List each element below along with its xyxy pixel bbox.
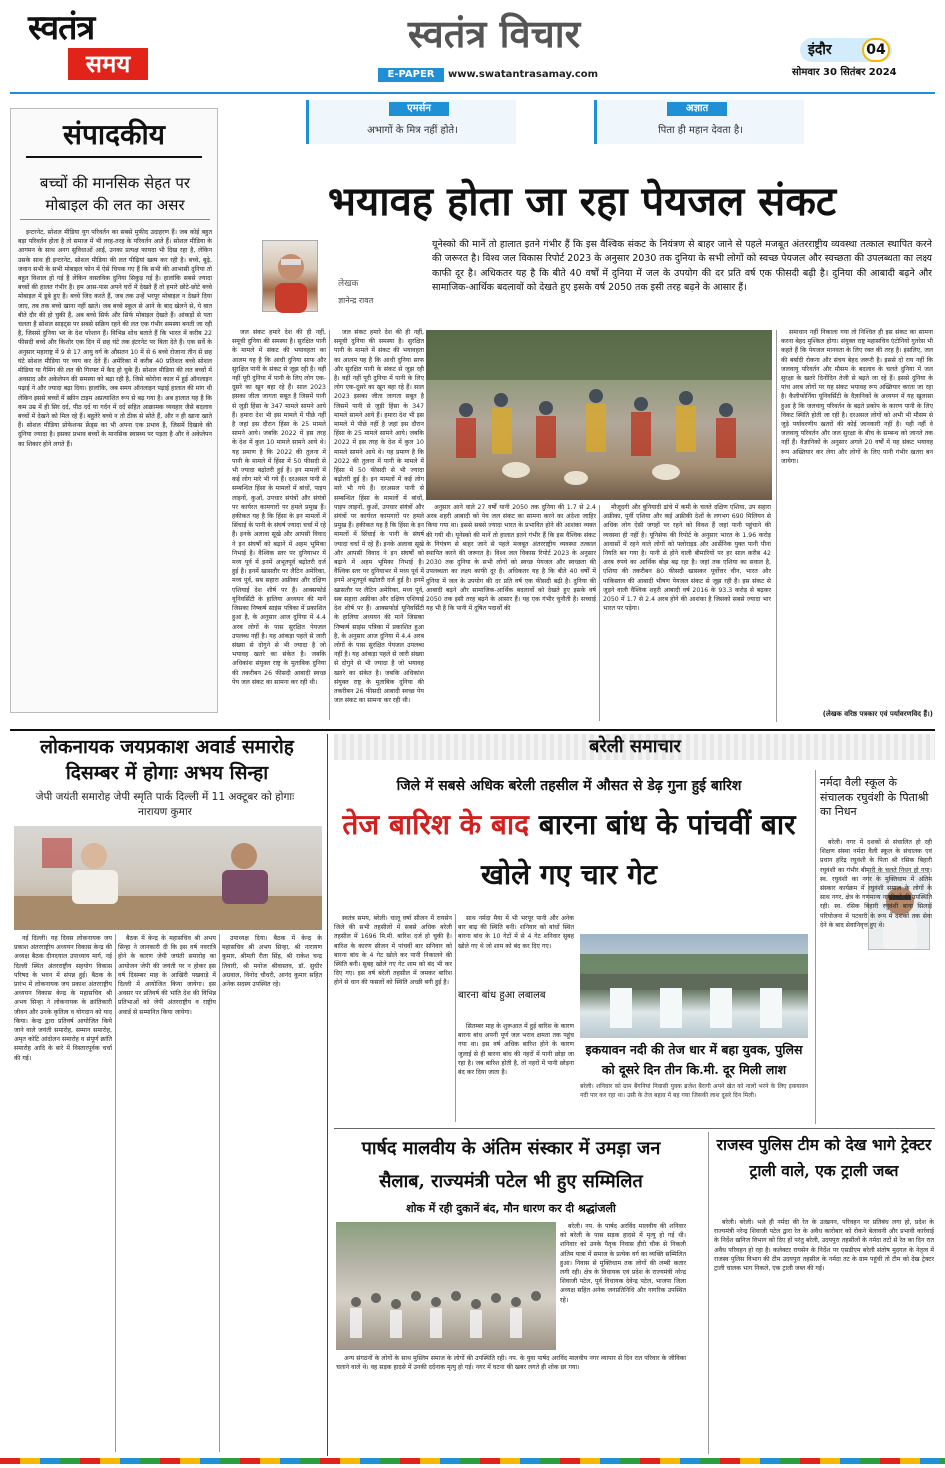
- drowning-caption: इकयावन नदी की तेज धार में बहा युवक, पुलिस को दूसरे दिन तीन कि.मी. दूर मिली लाश: [585, 1042, 803, 1077]
- revenue-body-text: बरेली। बरेली। भले ही नर्मदा की रेत के उत्खनन, परिवहन पर प्रतिबंध लगा हो, प्रदेश के राज्यमंत्री नरेन्द्र शिवाजी पटेल द्वारा रेत के अवैध कारोबार को रोकने बेलावनी और प्रभावी कार्रवाई के निर्देश खनिज विभाग को दिए हों परंतु बरेली, उदयपुरा तहसीलों के नर्मदा तटों से रेत का दिन रात अवैध परिवहन हो रहा है। कलेक्टर रायसेन के निर्देश पर एसडीएम बरेली संतोष मुदगल के नेतृत्व में राजस्व पुलिस विभाग की टीम उदयपुरा तहसील के नर्मदा तट के ग्राम पहुंची तो टीम को देख ट्रेक्टर ट्राली चालक भाग निकले, एक ट्राली जब्त की गई।: [714, 1219, 934, 1273]
- page-number: 04: [862, 38, 890, 62]
- lead-footer-note: (लेखक वरिष्ठ पत्रकार एवं पर्यावरणविद हैं।): [822, 710, 933, 718]
- lead-col-divider-1: [329, 330, 330, 720]
- revenue-divider: [708, 1132, 709, 1454]
- logo: [28, 8, 156, 92]
- author-silhouette-icon: [263, 241, 319, 313]
- lead-col-divider-2: [599, 505, 600, 721]
- funeral-crowd-photo: [336, 1222, 556, 1350]
- crowd-at-water-icon: [426, 330, 772, 500]
- logo-bottom: समय: [68, 48, 148, 80]
- quote-2-author: अज्ञात: [667, 102, 727, 116]
- jp-meeting-photo: [14, 826, 322, 930]
- jp-col-2: [118, 934, 216, 1454]
- bareilly-col-1: [334, 914, 452, 1124]
- bareilly-headline-black: बारना बांध के पांचवीं बार खोले गए चार गेट: [481, 808, 796, 891]
- parshad-subheadline: शोक में रही दुकानें बंद, मौन धारण कर दी श्रद्धांजली: [406, 1202, 616, 1215]
- crowd-icon: [336, 1222, 556, 1350]
- jp-col-3: [222, 934, 322, 1454]
- quote-box-1: [306, 100, 516, 144]
- bareilly-subhead: बारना बांध हुआ लबालब: [458, 990, 546, 1001]
- lead-col-divider-3: [776, 330, 777, 722]
- bareilly-col-2-text: साथ नर्मदा मैया में भी भरपूर पानी और अनेक बार बाढ़ की स्थिति बनी। शनिवार को बांधों स्थित बारना बांध के 10 गेटों में से 4 गेट शनिवार सुबह खोले गए थे जो शाम को बंद कर दिए गए।: [458, 915, 574, 950]
- author-photo: [262, 240, 318, 312]
- bareilly-headline-red: तेज बारिश के बाद: [342, 808, 529, 841]
- narmada-body: [820, 838, 932, 1124]
- parshad-body-2: [336, 1354, 686, 1454]
- jp-col-1: [14, 934, 112, 1454]
- bareilly-kicker: जिले में सबसे अधिक बरेली तहसील में औसत से डेढ़ गुना हुई बारिश: [396, 778, 742, 794]
- editorial-label: संपादकीय: [26, 112, 202, 158]
- lead-col-3-text: मौजूदगी और बुनियादी ढांचे में कमी के चलते दक्षिण एशिया, उप सहारा अफ्रीका, पूर्वी एशिया और कई अफ्रीकी देशों के लगभग 690 मिलियन से अधिक लोग ऐसी जगहों पर रहने को विवश हैं जहां पानी पहुंचाने की व्यवस्था ही नहीं है। यूनिसेफ की रिपोर्ट के अनुसार भारत के 1.96 करोड़ आवासों में रहने वाले लोगों को फ्लोराइड और आर्सेनिक युक्त पानी पीना नियति बन गया है। पानी से होने वाली बीमारियों पर हर साल करीब 42 अरब रुपये का आर्थिक बोझ बढ़ रहा है। जहां तक एशिया का सवाल है, एशिया की तकरीबन 80 फीसदी खासकर पूर्वोत्तर चीन, भारत और पाकिस्तान की आबादी भीषण पेयजल संकट से जूझ रही है। इस संकट से जुड़ने वाली वैश्विक शहरी आबादी वर्ष 2016 के 93.3 करोड़ से बढ़कर 2050 में 1.7 से 2.4 अरब होने की आशंका है जिसको सबसे ज्यादा भार भारत पर पड़ेगा।: [603, 504, 771, 613]
- lead-col-2-text: अनुसार आने वाले 27 वर्षों यानी 2050 तक दुनिया की 1.7 से 2.4 अरब शहरी आबादी को पेय जल संकट का सामना करने का अंदेशा जाहिर किया गया था। इससे सबसे ज्यादा भारत के प्रभावित होने की आशंका व्यक्त की गयी थी। यूनेस्को की मानें तो हालात इतने गंभीर हैं कि इस वैश्विक संकट के नियंत्रण से बाहर जाने से पहले मजबूत अंतरराष्ट्रीय व्यवस्था तत्काल स्थापित करने की जरूरत है। विश्व जल विकास रिपोर्ट 2023 के अनुसार 2030 तक दुनिया के सभी लोगों को स्वच्छ पेयजल और स्वच्छता की उपलब्धता का लक्ष्य काफी दूर है। अधिकतर यह है कि बीते 40 वर्षों में दुनिया में जल के उपयोग की दर प्रति वर्ष एक फीसदी बढ़ी है। दुनिया की आबादी बढ़ने और सामाजिक-आर्थिक बदलावों को देखते हुए इसके वर्ष 2050 तक इसी तरह बढ़ने के आसार हैं। यह एक गंभीर चुनौती है। सच्चाई यह भी है कि पानी में दूषित पदार्थों की: [426, 504, 596, 613]
- lead-headline: भयावह होता जा रहा पेयजल संकट: [327, 178, 837, 225]
- lead-col-1: [232, 328, 326, 724]
- revenue-headline: राजस्व पुलिस टीम को देख भागे ट्रेक्टर ट्राली वाले, एक ट्राली जब्त: [716, 1135, 932, 1180]
- bareilly-col-1-text: स्वतंत्र समय, बरेली। चालू वर्षा सीजन में रायसेन जिले की सभी तहसीलों में सबसे अधिक बरेली तहसील में 1696 मि.मी. बारिश दर्ज हो चुकी है। बारिश के कारण सीजन में पांचवीं बार सनिवार को बारना बांध के 4 गेट खोले कर पानी निकालने की स्थिति बनी। सुबह खोले गए गेट शाम को बंद भी कर दिए गए। इस वर्ष बरेली तहसील में जमकर बारिश होने से धान की फसलों को स्थिति अच्छी बनी हुई है।: [334, 915, 452, 987]
- editorial-body: [18, 228, 212, 706]
- logo-top: स्वतंत्र: [28, 8, 95, 48]
- jp-col-1-text: नई दिल्ली। यह दिवस लोकनायक जय प्रकाश अंतरराष्ट्रीय अध्ययन विकास केन्द्र की अध्यक्ष बैठक दीनदयाल उपाध्याय मार्ग, नई दिल्ली स्थित अंतरराष्ट्रीय सहयोग विकास परिषद के भवन में संपन्न हुई। बैठक के प्रारंभ में लोकनायक जय प्रकाश अंतरराष्ट्रीय अध्ययन विकास केन्द्र के महासचिव श्री अभय सिन्हा ने लोकनायक के क्रांतिकारी जीवन और उनके कृतित्व व योगदान को याद किया। केन्द्र द्वारा प्रतिवर्ष आयोजित किये जाने वाले जयंती समारोह, सम्मान समारोह, अमृत कोटि आंदोलन समारोह व संपूर्ण क्रांति समारोह आदि के बारे में विस्तारपूर्वक चर्चा की गई।: [14, 935, 112, 1062]
- quote-box-2: [594, 100, 804, 144]
- bareilly-col-divider: [455, 914, 456, 1122]
- revenue-body: [714, 1218, 934, 1454]
- epaper-badge: E-PAPER: [378, 68, 444, 82]
- narmada-headline: नर्मदा वैली स्कूल के संचालक रघुवंशी के पिताश्री का निधन: [820, 776, 929, 818]
- lower-rule: [334, 1128, 935, 1129]
- quote-1-author: एमर्सन: [389, 102, 449, 116]
- narmada-divider: [815, 770, 816, 1124]
- dam-gates-icon: [580, 934, 808, 1038]
- jp-col-2-text: बैठक में केन्द्र के महासचिव श्री अभय सिन्हा ने जानकारी दी कि इस वर्ष नवरात्रि होने के कारण जेपी जयंती समारोह का आयोजन जेपी की जयंती पर न होकर इस वर्ष दिसम्बर माह के आखिरी पखवाड़े में दिल्ली में आयोजित किया जायेगा। इस अवसर पर प्रतिवर्ष की भांति देश की विभिन्न प्रतिभाओं को जेपी अंतरराष्ट्रीय व राष्ट्रीय अवार्ड से सम्मानित किया जायेगा।: [118, 935, 216, 1016]
- parshad-body-2-text: अन्य संगठनों के लोगों के साथ मुस्लिम समाज के लोगों की उपस्थिति रही। नप. के युवा पार्षद अरविंद मालवीय नगर व्यापार से दिन रात परिवार के जीविका चलाने वाले थे। वह सड़क हादसे में उनकी दर्दनाक मृत्यु हो गई। नगर में घटना की खबर लगते ही शोक छा गया।: [336, 1355, 686, 1372]
- dam-photo: [580, 934, 808, 1038]
- lead-col-2: [426, 503, 596, 724]
- jp-section-divider: [327, 734, 328, 1456]
- parshad-headline: पार्षद मालवीय के अंतिम संस्कार में उमड़ा जन सैलाब, राज्यमंत्री पटेल भी हुए सम्मिलित: [361, 1138, 661, 1192]
- parshad-body: [560, 1222, 686, 1354]
- meeting-participants-icon: [14, 826, 322, 930]
- lead-col-4: [781, 328, 933, 706]
- jp-col-divider-2: [219, 934, 220, 1452]
- masthead-rule: [10, 92, 935, 94]
- issue-date: सोमवार 30 सितंबर 2024: [792, 67, 897, 78]
- editorial-text: इन्टरनेट, सोशल मीडिया युग परिवर्तन का सबसे मुफीद उदाहरण हैं। जब कोई बहुत बड़ा परिवर्तन होता है तो समाज में भी तरह-तरह के परिवर्तन आते हैं। सोशल मीडिया के आगमन के साथ अनग सुविधाओं आईं, उनका प्रत्यक्ष फायदा भी दिख रहा है, लेकिन उसके साथ ही इन्टरनेट, सोशल मीडिया की लत पीढ़ियां खत्म कर रही है। बच्चे, बूढ़े, जवान सभी के सभी मोबाइल फोन में ऐसे चिपक गए हैं कि सभी की आभासी दुनिया तो बहुत विशाल हो गई है लेकिन वास्तविक दुनिया सिकुड़ गई है। हालांकि सबसे ज्यादा बच्चों की हालत गंभीर है। हम आस-पास अपने घरों में देखते हैं तो हमारे छोटे-छोटे बच्चे मोबाइल में डूबे हुए हैं। बच्चे जिद करते हैं, जब तक उन्हें भरपूर मोबाइल न देखने दिया जाए, तब तक बच्चे खाना नहीं खाते। जब बच्चे स्कूल से आने के बाद खेलने से, ये बात बीते दौर की हो चुकी हैं, अब बच्चे सिर्फ और सिर्फ मोबाइल देखते हैं। आंकड़ों से पता चलता है सोशल साइट्स पर सबसे सक्रिय रहने की लत एक गंभीर समस्या बनती जा रही है, जिससे दुनिया भर के देश परेशान हैं। विभिन्न शोध बताते हैं कि भारत में करीब 22 फीसदी बच्चे और किशोर एक दिन में छह घंटे तक इंटरनेट पर बिता देते हैं। एक सर्वे के अनुसार महाराष्ट्र में 9 से 17 आयु वर्ग के औसतन 10 में से 6 बच्चे रोजाना तीन से छह घंटे सोशल मीडिया पर व्यय कर देते हैं। अमेरिका में करीब 40 प्रतिशत बच्चे सोशल मीडिया या गैमिंग की लत की गिरफ्त में कैद हो चुके हैं। सोशल मीडिया की लत बच्चों में अवसाद और अकेलेपन की समस्या को बढ़ा रही है, जिसे कोरोना काल में हुई ऑनलाइन पढ़ाई ने और ज्यादा बढ़ा दिया। हालांकि, जब समय ऑनलाइन पढ़ाई हालात की मांग थी लेकिन इससे बच्चों में स्क्रीन टाइम अप्रत्याशित रूप से बढ़ गया है। अब हालात यह है कि कम उम्र में ही सिर दर्द, पीठ दर्द या गर्दन में दर्द सहित आक्रामक व्यवहार जैसे बदलाव बच्चों में देखने को मिल रहे हैं। बहुतेरे बच्चे न तो ठीक से सोते हैं, और न ही खाना खाते हैं। सोशल मीडिया प्रोफेशन्स फ्रेंड्स का भी अपना एक प्रभाव है, जिसमें दिखावे की दुनिया ज्यादा है। इसका प्रभाव बच्चों के मानसिक स्वास्थ्य पर पड़ता है और वे अकेलेपन का शिकार होने लगते हैं।: [18, 229, 212, 448]
- lead-col-1-text: जल संकट हमारे देश की ही नहीं, समूची दुनिया की समस्या है। सुरक्षित पानी के मामले में संकट की भयावहता का आलम यह है कि आधी दुनिया साफ और सुरक्षित पानी के संकट से जूझ रही है। वहीं नहीं पूरी दुनिया में पानी के लिए लोग एक-दूसरे का खून बहा रहे हैं। साल 2023 इसका जीता जागता सबूत है जिसमें पानी से जुड़ी हिंसा के 347 मामले सामने आये हैं। हमारा देश भी इस मामले में पीछे नहीं है जहां इस दौरान हिंसा के 25 मामले सामने आये। जबकि 2022 में इस तरह के देश में कुल 10 मामले सामने आये थे। यह प्रमाण है कि 2022 की तुलना में पानी के मामले में हिंसा में 50 फीसदी से भी ज्यादा बढ़ोतरी हुई है। इन मामलों में कई लोग मारे भी गये हैं। दरअसल पानी से सम्बन्धित हिंसा के मामलों में बांधों, पाइप लाइनों, कुओं, उपचार संयंत्रों और संयंत्रों पर कार्यरत कामगारों पर हमले प्रमुख हैं। हकीकत यह है कि हिंसा के इन मामलों में सिंचाई के पानी के संघर्ष ज्यादा चर्चा में रहे हैं। इनके अलावा सूखे और आपसी विवाद ने इन संघर्षों को बढ़ाने में अहम भूमिका निभाई है। वैश्विक स्तर पर दुनियाभर में मध्य पूर्व में इनमें अभूतपूर्व बढ़ोतरी दर्ज हुई है। इनमें खासतौर पर लैटिन अमेरिका, मध्य पूर्व, सब सहारा अफ्रीका और दक्षिण एशियाई देश शीर्ष पर हैं। आक्सफोर्ड यूनिवर्सिटी के हालिया अध्ययन की मानें जिसका निष्कर्ष साइंस पत्रिका में प्रकाशित हुआ है, के अनुसार आज दुनिया में 4.4 अरब लोगों के पास सुरक्षित पेयजल उपलब्ध नहीं है। यह आंकड़ा पहले से जारी संख्या से दोगुने से भी ज्यादा है जो भयावह खतरे का संकेत है। जबकि अधिकांश संयुक्त राष्ट्र के मुताबिक दुनिया की तकरीबन 26 फीसदी आबादी स्वच्छ पेय जल संकट का सामना कर रही थी।: [232, 329, 326, 686]
- lead-col-1b-text: जल संकट हमारे देश की ही नहीं, समूची दुनिया की समस्या है। सुरक्षित पानी के मामले में संकट की भयावहता का आलम यह है कि आधी दुनिया साफ और सुरक्षित पानी के संकट से जूझ रही है। वहीं नहीं पूरी दुनिया में पानी के लिए लोग एक-दूसरे का खून बहा रहे हैं। साल 2023 इसका जीता जागता सबूत है जिसमें पानी से जुड़ी हिंसा के 347 मामले सामने आये हैं। हमारा देश भी इस मामले में पीछे नहीं है जहां इस दौरान हिंसा के 25 मामले सामने आये। जबकि 2022 में इस तरह के देश में कुल 10 मामले सामने आये थे। यह प्रमाण है कि 2022 की तुलना में पानी के मामले में हिंसा में 50 फीसदी से भी ज्यादा बढ़ोतरी हुई है। इन मामलों में कई लोग मारे भी गये हैं। दरअसल पानी से सम्बन्धित हिंसा के मामलों में बांधों, पाइप लाइनों, कुओं, उपचार संयंत्रों और संयंत्रों पर कार्यरत कामगारों पर हमले प्रमुख हैं। हकीकत यह है कि हिंसा के इन मामलों में सिंचाई के पानी के संघर्ष ज्यादा चर्चा में रहे हैं। इनके अलावा सूखे और आपसी विवाद ने इन संघर्षों को बढ़ाने में अहम भूमिका निभाई है। वैश्विक स्तर पर दुनियाभर में मध्य पूर्व में इनमें अभूतपूर्व बढ़ोतरी दर्ज हुई है। इनमें खासतौर पर लैटिन अमेरिका, मध्य पूर्व, सब सहारा अफ्रीका और दक्षिण एशियाई देश शीर्ष पर हैं। आक्सफोर्ड यूनिवर्सिटी के हालिया अध्ययन की मानें जिसका निष्कर्ष साइंस पत्रिका में प्रकाशित हुआ है, के अनुसार आज दुनिया में 4.4 अरब लोगों के पास सुरक्षित पेयजल उपलब्ध नहीं है। यह आंकड़ा पहले से जारी संख्या से दोगुने से भी ज्यादा है जो भयावह खतरे का संकेत है। जबकि अधिकांश संयुक्त राष्ट्र के मुताबिक दुनिया की तकरीबन 26 फीसदी आबादी स्वच्छ पेय जल संकट का सामना कर रही थी।: [334, 329, 424, 705]
- bottom-color-strip: [0, 1458, 945, 1464]
- paper-title: स्वतंत्र विचार: [407, 11, 581, 56]
- lead-deck: यूनेस्को की मानें तो हालात इतने गंभीर हैं कि इस वैश्विक संकट के नियंत्रण से बाहर जाने से पहले मजबूत अंतरराष्ट्रीय व्यवस्था तत्काल स्थापित करने की जरूरत है। विश्व जल विकास रिपोर्ट 2023 के अनुसार 2030 तक दुनिया के सभी लोगों को स्वच्छ पेयजल और स्वच्छता की उपलब्धता का लक्ष्य काफी दूर है। अधिकतर यह है कि बीते 40 वर्षों में दुनिया में जल के उपयोग की दर प्रति वर्ष एक फीसदी बढ़ी है। दुनिया की आबादी बढ़ने और सामाजिक-आर्थिक बदलावों को देखते हुए इसके वर्ष 2050 तक इसी तरह बढ़ने के आसार हैं।: [432, 239, 932, 293]
- city-label: इंदौर: [808, 42, 832, 58]
- section-rule: [10, 729, 935, 731]
- jp-col-3-text: उपाध्यक्ष दिया। बैठक में केन्द्र के महासचिव श्री अभय सिन्हा, श्री नारायण कुमार, श्रीमती रीता सिंह, श्री राकेश चन्द्र तिवारी, श्री मनोज श्रीवास्तव, डॉ. सुधीर अग्रवाल, विनोद चौधरी, आनंद कुमार सहित अनेक सदस्य उपस्थित रहे।: [222, 935, 322, 989]
- bareilly-col-2b-text: सितम्बर माह के शुरूआत में हुई बारिश के कारण बारना बांध अपनी पूर्ण जल भराव क्षमता तक पहुंच गया था। इस वर्ष अधिक बारिश होने के कारण जुलाई से ही बारना बांध की नहरों में पानी छोड़ा जा रहा है। जब बारिश होती है, तो नहरों में पानी छोड़ना बंद कर दिया जाता है।: [458, 1023, 574, 1077]
- quote-2-text: पिता ही महान देवता है।: [658, 125, 743, 136]
- quote-1-text: अभागों के मित्र नहीं होते।: [367, 125, 458, 136]
- lead-col-4-text: समाधान नहीं निकाला गया तो निश्चित ही इस संकट का सामना करना बेहद मुश्किल होगा। संयुक्त राष्ट्र महासचिव एंटोनियो गुतरेस भी कहते हैं कि पेयजल मानवता के लिए रक्त की तरह है। इसलिए, जल की बर्बादी रोकना और संचय बेहद जरूरी है। इससे दो राय नहीं कि जलवायु परिवर्तन और मौसम के बदलाव के चलते दुनिया में जल सुरक्षा के खतरे दिनोंदिन तेजी से बढ़ते जा रहे हैं। इससे दुनिया के पांच अरब लोगों पर यह संकट भयावह रूप अख्तियार करता जा रहा है। कैलीफोर्निया यूनिवर्सिटी के वैज्ञानिकों के अध्ययन में यह खुलासा हुआ है कि जलवायु परिवर्तन के बढ़ते प्रकोप के कारण पानी के लिए विकट स्थिति होती जा रही है। दरअसल लोगों को अभी भी मौसम से जुड़े पर्यावरणीय खतरों की कोई जानकारी नहीं है। यही नहीं वे जलवायु परिवर्तन और जल सुरक्षा के बीच के सम्बन्ध को जानते तक नहीं हैं। वैज्ञानिकों के अनुसार अगले 20 वर्षों में यह संकट भयावह रूप अख्तियार कर लेगा और लोगों के लिए पानी गंभीर खतरा बन जायेगा।: [781, 329, 933, 465]
- drowning-text: बरेली। शनिवार को ग्राम बैंगनियां निवासी युवक ब्रजेश बैरागी अपने खेत को नालों भरने के लिए इकयावन नदी पार कर रहा था। उसी के तेज बहाव में बह गया जिसकी लाश दूसरे दिन मिली।: [580, 1083, 808, 1099]
- water-crisis-photo: [426, 330, 772, 500]
- editorial-headline: बच्चों की मानसिक सेहत पर मोबाइल की लत का असर: [20, 172, 210, 220]
- author-label: लेखक: [338, 279, 359, 289]
- jp-col-divider-1: [115, 934, 116, 1452]
- bareilly-col-2: [458, 914, 574, 984]
- bareilly-headline: [334, 800, 804, 904]
- bareilly-banner-label: बरेली समाचार: [589, 736, 681, 757]
- jp-subheadline: जेपी जयंती समारोह जेपी स्मृति पार्क दिल्ली में 11 अक्टूबर को होगाः नारायण कुमार: [35, 791, 295, 818]
- parshad-body-text: बरेली। नप. के पार्षद अरविंद मालवीय की शनिवार को बरेली के पास सड़क हादसे में मृत्यु हो गई थी। शनिवार को उनके पैतृक निवास हीरो चौक से निकली अंतिम यात्रा में समाज के प्रत्येक वर्ग का व्यक्ति सम्मिलित हुआ। निवास से मुक्तिधाम तक लोगों की लम्बी कतार लगी रही। क्षेत्र के विधायक एवं प्रदेश के राज्यमंत्री नरेन्द्र शिवाजी पटेल, पूर्व विधायक देवेन्द्र पटेल, भाजपा जिला अध्यक्ष सहित अनेक जनप्रतिनिधि और नागरिक उपस्थित रहे।: [560, 1223, 686, 1304]
- narmada-body-text: बरेली। नगर में दशकों से संचालित हो रही शिक्षण संस्था नर्मदा वैली स्कूल के संचालक एवं प्रधान हरिंद्र रघुवंशी के पिता श्री रसिक बिहारी रघुवंशी का गंभीर बीमारी के चलते निधन हो गया। स्व. रघुवंशी का नगर के मुक्तिधाम में अंतिम संस्कार कार्यक्रम में रघुवंशी समाज के लोगों के साथ नगर, क्षेत्र के गणमान्य नागरिकों की उपस्थिति रही। स्व. रसिक बिहारी रघुवंशी बाना सिलाई परियोजना में पटवारी के रूप में दशकों तक सेवा देने के बाद सेवानिवृत्त हुए थे।: [820, 839, 932, 929]
- author-name: ज्ञानेन्द्र रावत: [338, 296, 374, 305]
- website-link[interactable]: www.swatantrasamay.com: [448, 69, 599, 80]
- lead-col-1b: [334, 328, 424, 724]
- lead-col-3: [603, 503, 771, 724]
- bareilly-col-2b: [458, 1022, 574, 1124]
- jp-headline: लोकनायक जयप्रकाश अवार्ड समारोह दिसम्बर में होगाः अभय सिन्हा: [40, 736, 294, 784]
